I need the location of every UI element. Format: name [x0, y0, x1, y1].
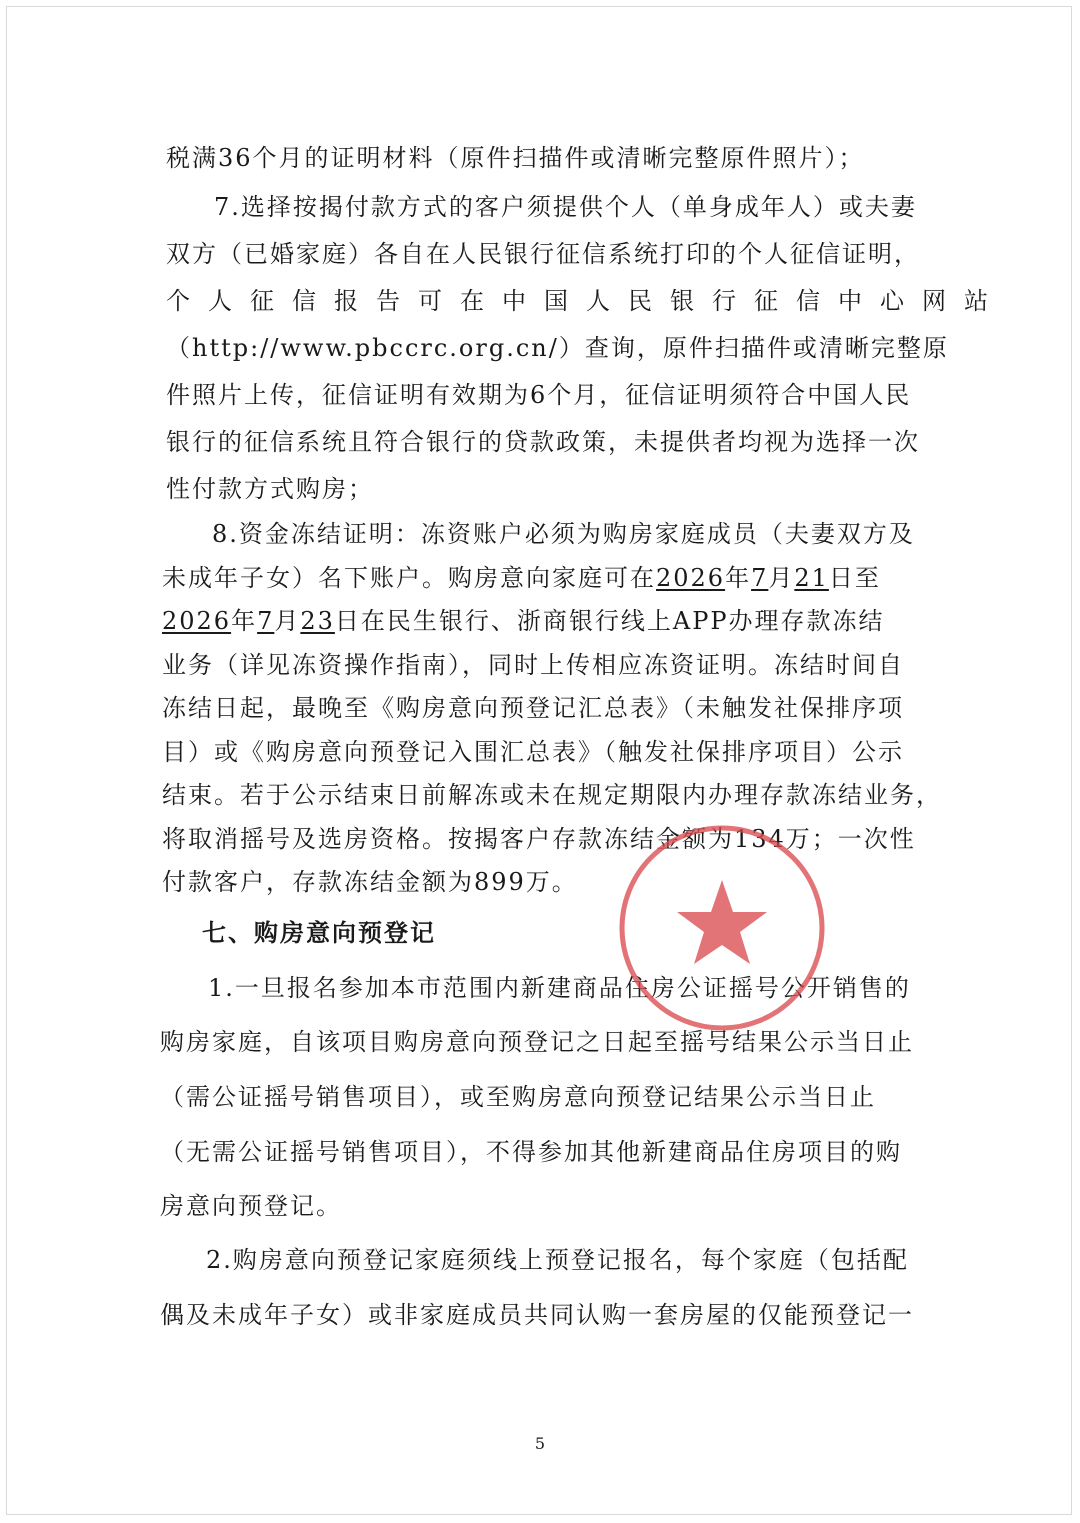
text-line: 税满36个月的证明材料（原件扫描件或清晰完整原件照片）；	[166, 144, 865, 172]
text-line: 银行的征信系统且符合银行的贷款政策，未提供者均视为选择一次	[166, 428, 920, 456]
freeze-start-year: 2026	[656, 564, 726, 592]
text-line: 将取消摇号及选房资格。按揭客户存款冻结金额为134万；一次性	[162, 825, 916, 853]
company-seal	[612, 818, 832, 1038]
freeze-start-month: 7	[751, 564, 769, 592]
freeze-end-month: 7	[257, 607, 275, 635]
text-line: 购房家庭，自该项目购房意向预登记之日起至摇号结果公示当日止	[160, 1028, 914, 1056]
text-line: 件照片上传，征信证明有效期为6个月，征信证明须符合中国人民	[166, 381, 912, 409]
seal-star-icon	[677, 880, 767, 964]
text-line: 房意向预登记。	[160, 1192, 342, 1220]
freeze-end-year: 2026	[162, 607, 232, 635]
text-line-freeze-start: 未成年子女）名下账户。购房意向家庭可在2026年7月21日至	[162, 564, 881, 592]
text-line: 冻结日起，最晚至《购房意向预登记汇总表》（未触发社保排序项	[162, 694, 904, 722]
text-line: 业务（详见冻资操作指南），同时上传相应冻资证明。冻结时间自	[162, 651, 904, 679]
freeze-start-day: 21	[794, 564, 829, 592]
section-heading: 七、购房意向预登记	[202, 919, 436, 947]
text-line: 付款客户，存款冻结金额为899万。	[162, 868, 578, 896]
text-line: 双方（已婚家庭）各自在人民银行征信系统打印的个人征信证明，	[166, 240, 920, 268]
text-line-freeze-end: 2026年7月23日在民生银行、浙商银行线上APP办理存款冻结	[162, 607, 885, 635]
page-number: 5	[534, 1434, 546, 1453]
text-line: 7.选择按揭付款方式的客户须提供个人（单身成年人）或夫妻	[214, 193, 917, 221]
text-line: 2.购房意向预登记家庭须线上预登记报名，每个家庭（包括配	[206, 1246, 909, 1274]
text-line: （无需公证摇号销售项目），不得参加其他新建商品住房项目的购	[160, 1138, 902, 1166]
text-line: 1.一旦报名参加本市范围内新建商品住房公证摇号公开销售的	[208, 974, 911, 1002]
text-line: 偶及未成年子女）或非家庭成员共同认购一套房屋的仅能预登记一	[160, 1301, 914, 1329]
text-line: 目）或《购房意向预登记入围汇总表》（触发社保排序项目）公示	[162, 738, 904, 766]
text-line: 性付款方式购房；	[166, 475, 374, 503]
freeze-end-day: 23	[300, 607, 335, 635]
text-line: 个人征信报告可在中国人民银行征信中心网站	[166, 287, 1006, 315]
text-line: 8.资金冻结证明：冻资账户必须为购房家庭成员（夫妻双方及	[212, 520, 915, 548]
text-line-url: （http://www.pbccrc.org.cn/）查询，原件扫描件或清晰完整原	[166, 334, 949, 362]
text-line: 结束。若于公示结束日前解冻或未在规定期限内办理存款冻结业务，	[162, 781, 942, 809]
text-line: （需公证摇号销售项目），或至购房意向预登记结果公示当日止	[160, 1083, 876, 1111]
